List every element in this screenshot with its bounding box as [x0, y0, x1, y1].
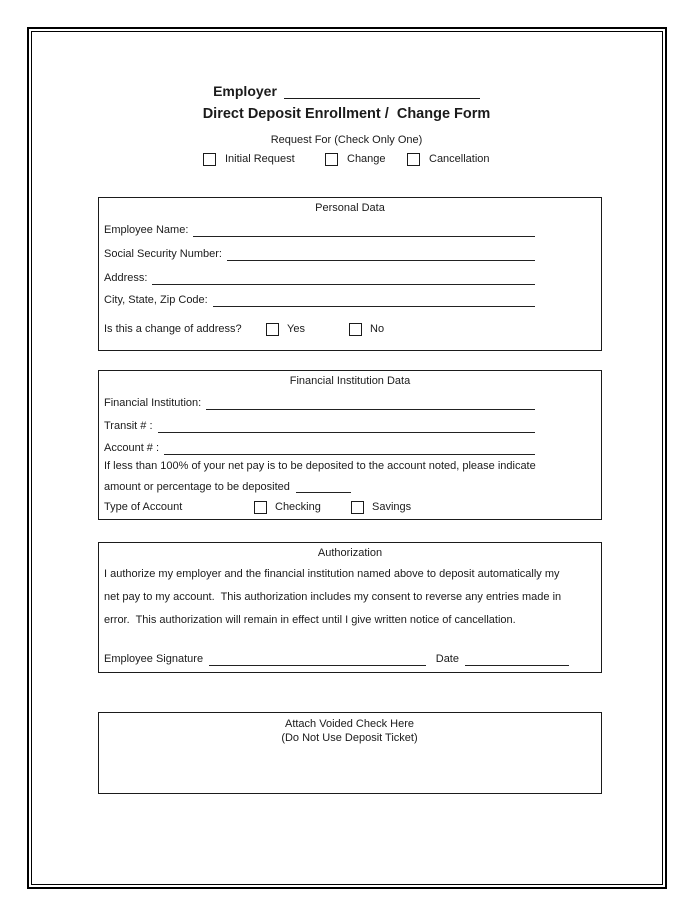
- ssn-row: [104, 246, 535, 261]
- account-number-label: Account # :: [104, 442, 160, 454]
- employee-signature-blank-line[interactable]: [209, 654, 426, 666]
- financial-institution-label: Financial Institution:: [104, 397, 202, 409]
- employer-label: Employer: [213, 83, 277, 99]
- financial-institution-title: Financial Institution Data: [289, 375, 411, 387]
- employee-signature-label: Employee Signature: [104, 653, 204, 665]
- ssn-blank-line[interactable]: [227, 249, 535, 261]
- option-initial-request: [203, 151, 295, 167]
- cancellation-checkbox[interactable]: [407, 153, 420, 166]
- authorization-text-line3: error. This authorization will remain in effect until I give written notice of cancellation.: [104, 614, 516, 626]
- date-label: Date: [435, 653, 459, 665]
- initial-request-checkbox[interactable]: [203, 153, 216, 166]
- yes-label: Yes: [287, 323, 305, 335]
- ssn-label: Social Security Number:: [104, 248, 222, 260]
- change-label: Change: [347, 153, 386, 165]
- account-number-row: [104, 440, 535, 455]
- employee-name-row: [104, 222, 535, 237]
- authorization-text-line1: I authorize my employer and the financial institution named above to deposit automatically my: [104, 568, 560, 580]
- change-of-address-question: Is this a change of address?: [104, 323, 242, 335]
- savings-checkbox[interactable]: [351, 501, 364, 514]
- city-state-zip-row: [104, 292, 535, 307]
- amount-percentage-blank-line[interactable]: [296, 481, 351, 493]
- transit-number-label: Transit # :: [104, 420, 153, 432]
- change-of-address-no: [349, 321, 384, 337]
- date-blank-line[interactable]: [465, 654, 569, 666]
- personal-data-title: Personal Data: [315, 202, 385, 214]
- checking-label: Checking: [275, 501, 321, 513]
- option-change: [325, 151, 386, 167]
- city-state-zip-label: City, State, Zip Code:: [104, 294, 208, 306]
- authorization-text-line2: net pay to my account. This authorization includes my consent to reverse any entries made in: [104, 591, 562, 603]
- request-type-options: [0, 151, 693, 167]
- employer-line: [0, 81, 693, 99]
- no-checkbox[interactable]: [349, 323, 362, 336]
- change-checkbox[interactable]: [325, 153, 338, 166]
- voided-check-line1: Attach Voided Check Here: [284, 718, 415, 730]
- no-label: No: [370, 323, 385, 335]
- form-title: Direct Deposit Enrollment / Change Form: [202, 106, 491, 122]
- voided-check-section: [98, 712, 602, 794]
- partial-deposit-note-line2-row: [104, 478, 351, 493]
- partial-deposit-note-line1: If less than 100% of your net pay is to be deposited to the account noted, please indicate: [104, 460, 536, 472]
- signature-row: [104, 651, 569, 666]
- option-cancellation: [407, 151, 490, 167]
- transit-number-row: [104, 418, 535, 433]
- employer-blank-line[interactable]: [284, 84, 480, 99]
- type-savings: [351, 499, 411, 515]
- checking-checkbox[interactable]: [254, 501, 267, 514]
- type-of-account-label: Type of Account: [104, 501, 183, 513]
- address-blank-line[interactable]: [152, 273, 535, 285]
- financial-institution-row: [104, 395, 535, 410]
- change-of-address-yes: [266, 321, 305, 337]
- personal-data-section: [98, 197, 602, 351]
- city-state-zip-blank-line[interactable]: [213, 295, 535, 307]
- authorization-title: Authorization: [317, 547, 383, 559]
- address-label: Address:: [104, 272, 148, 284]
- type-of-account-row: [104, 499, 599, 515]
- change-of-address-row: [104, 321, 599, 337]
- financial-institution-blank-line[interactable]: [206, 398, 535, 410]
- savings-label: Savings: [372, 501, 412, 513]
- initial-request-label: Initial Request: [225, 153, 295, 165]
- account-number-blank-line[interactable]: [164, 443, 535, 455]
- transit-number-blank-line[interactable]: [158, 421, 536, 433]
- employee-name-label: Employee Name:: [104, 224, 189, 236]
- yes-checkbox[interactable]: [266, 323, 279, 336]
- partial-deposit-note-line2: amount or percentage to be deposited: [104, 481, 290, 493]
- authorization-section: [98, 542, 602, 673]
- address-row: [104, 270, 535, 285]
- financial-institution-section: [98, 370, 602, 520]
- cancellation-label: Cancellation: [429, 153, 490, 165]
- request-for-instruction: Request For (Check Only One): [270, 134, 423, 146]
- voided-check-line2: (Do Not Use Deposit Ticket): [281, 732, 418, 744]
- employee-name-blank-line[interactable]: [193, 225, 535, 237]
- type-checking: [254, 499, 321, 515]
